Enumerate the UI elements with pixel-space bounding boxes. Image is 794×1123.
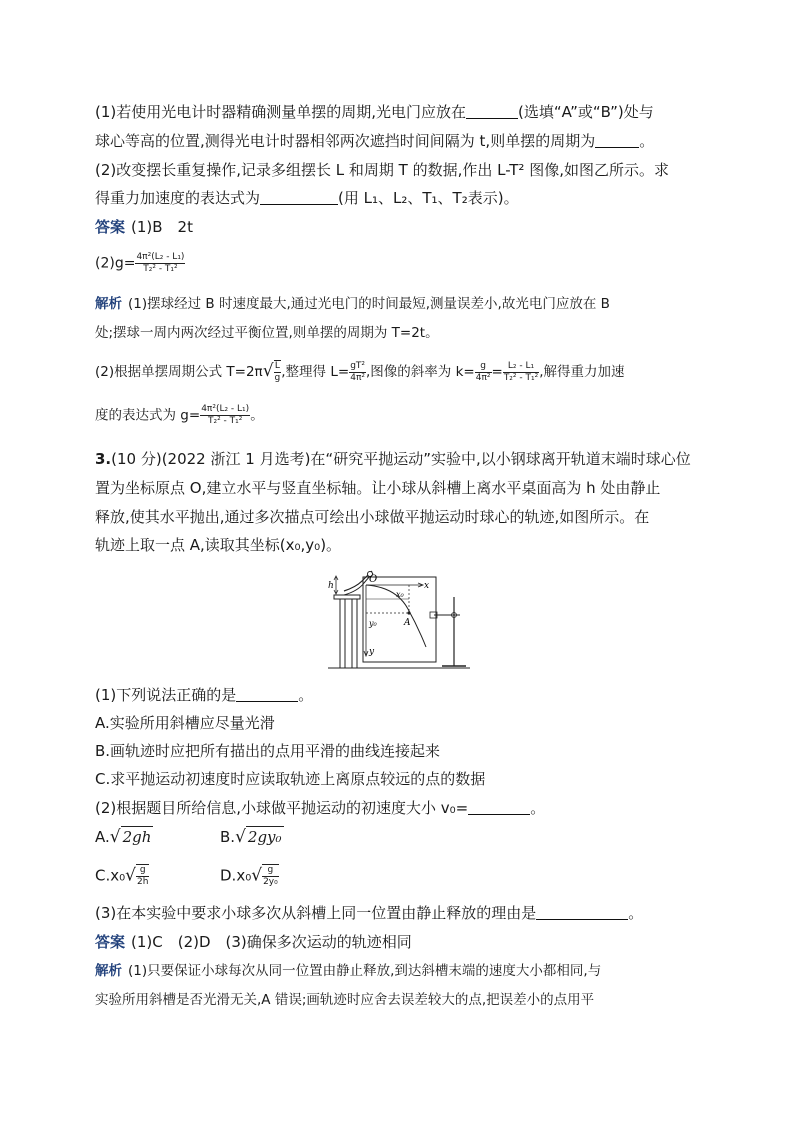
projectile-apparatus-figure <box>326 569 472 670</box>
answer-label: 答案 <box>95 933 126 951</box>
answer-blank[interactable] <box>595 131 639 148</box>
q3-stem-line1: 3.(10 分)(2022 浙江 1 月选考)在“研究平抛运动”实验中,以小钢球离开轨道末端时球心位 <box>95 450 691 468</box>
answer-blank[interactable] <box>466 102 518 119</box>
point-A <box>407 611 410 614</box>
g-formula-fraction: $\frac{\text{4π²(L₂ - L₁)}}{\text{T₂² - T₁²}}$ <box>201 404 250 426</box>
q2-part2-line2: 得重力加速度的表达式为 (用 L₁、L₂、T₁、T₂表示)。 <box>95 189 519 207</box>
label-origin-O: O <box>369 574 378 585</box>
label-y-axis: y <box>369 647 375 657</box>
q3-option-b: B.画轨迹时应把所有描出的点用平滑的曲线连接起来 <box>95 742 441 760</box>
q3-answer: 答案 (1)C (2)D (3)确保多次运动的轨迹相同 <box>95 933 412 951</box>
label-h: h <box>328 581 334 591</box>
k-fraction: $\frac{g}{\text{4π²}}$ <box>475 360 491 383</box>
analysis-label: 解析 <box>95 296 122 312</box>
q3-option-a: A.实验所用斜槽应尽量光滑 <box>95 714 275 732</box>
q3-sub2-option-a: A.√ 2gh <box>95 827 152 847</box>
q3-sub2: (2)根据题目所给信息,小球做平抛运动的初速度大小 v₀= 。 <box>95 799 546 817</box>
q3-analysis-line2: 实验所用斜槽是否光滑无关,A 错误;画轨迹时应舍去误差较大的点,把误差小的点用平 <box>95 992 595 1008</box>
q3-stem-line4: 轨迹上取一点 A,读取其坐标(x₀,y₀)。 <box>95 536 342 554</box>
q2-analysis-line2: 处;摆球一周内两次经过平衡位置,则单摆的周期为 T=2t。 <box>95 325 439 341</box>
q2-part1-line1: (1)若使用光电计时器精确测量单摆的周期,光电门应放在 (选填“A”或“B”)处与 <box>95 103 654 121</box>
q2-part1-line2: 球心等高的位置,测得光电计时器相邻两次遮挡时间间隔为 t,则单摆的周期为 。 <box>95 132 655 150</box>
q3-sub1: (1)下列说法正确的是 。 <box>95 686 314 704</box>
q2-answer-line1: 答案 (1)B 2t <box>95 218 193 236</box>
slope-fraction: $\frac{\text{L₂ - L₁}}{\text{T₂² - T₁²}}$ <box>503 360 539 383</box>
q3-option-c: C.求平抛运动初速度时应读取轨迹上离原点较远的点的数据 <box>95 770 486 788</box>
q2-analysis-line1: 解析 (1)摆球经过 B 时速度最大,通过光电门的时间最短,测量误差小,故光电门应放在 B <box>95 296 610 312</box>
sqrt-l-over-g: $\frac{L}{g}$ <box>274 361 281 383</box>
q2-analysis-line4: 度的表达式为 g= $\frac{\text{4π²(L₂ - L₁)}}{\text{T₂² - T₁²}}$ 。 <box>95 404 264 426</box>
q3-sub2-option-d: D.x₀√ $\frac{g}{\text{2y₀}}$ <box>220 865 278 887</box>
label-x0: x₀ <box>396 590 404 599</box>
q3-sub3: (3)在本实验中要求小球多次从斜槽上同一位置由静止释放的理由是 。 <box>95 904 644 922</box>
label-x-axis: x <box>424 581 430 591</box>
table-leg <box>340 599 345 668</box>
table-top <box>334 595 360 599</box>
label-A: A <box>404 618 411 628</box>
analysis-label: 解析 <box>95 963 122 979</box>
q3-stem-line2: 置为坐标原点 O,建立水平与竖直坐标轴。让小球从斜槽上离水平桌面高为 h 处由静止 <box>95 479 661 497</box>
label-y0: y₀ <box>369 619 377 628</box>
q2-answer-line2: (2)g= $\frac{\text{4π²(L₂ - L₁)}}{\text{T₂² - T₁²}}$ <box>95 252 185 274</box>
answer-blank[interactable] <box>236 685 298 702</box>
q3-sub2-option-c: C.x₀√ $\frac{g}{2h}$ <box>95 865 149 887</box>
answer-blank[interactable] <box>260 188 338 205</box>
q3-analysis-line1: 解析 (1)只要保证小球每次从同一位置由静止释放,到达斜槽末端的速度大小都相同,与 <box>95 963 602 979</box>
answer-label: 答案 <box>95 218 126 236</box>
table-leg <box>352 599 357 668</box>
q3-sub2-option-b: B.√ 2gy₀ <box>220 827 282 847</box>
g-formula-fraction: $\frac{\text{4π²(L₂ - L₁)}}{\text{T₂² - T₁²}}$ <box>136 252 185 274</box>
q2-analysis-line3: (2)根据单摆周期公式 T=2π√ $\frac{L}{g}$ ,整理得 L= $\frac{\text{gT²}}{\text{4π²}}$ ,图像的斜率为 k= $\frac{g}{\text{4π²}}$ = $\frac{\text{L₂ - L₁}}{\text{T₂² - T₁²}}$ ,解得重力加速 <box>95 360 625 383</box>
answer-blank[interactable] <box>468 798 530 815</box>
l-fraction: $\frac{\text{gT²}}{\text{4π²}}$ <box>350 360 366 383</box>
q3-stem-line3: 释放,使其水平抛出,通过多次描点可绘出小球做平抛运动时球心的轨迹,如图所示。在 <box>95 508 650 526</box>
q2-part2-line1: (2)改变摆长重复操作,记录多组摆长 L 和周期 T 的数据,作出 L-T² 图像,如图乙所示。求 <box>95 161 669 179</box>
answer-blank[interactable] <box>536 903 628 920</box>
